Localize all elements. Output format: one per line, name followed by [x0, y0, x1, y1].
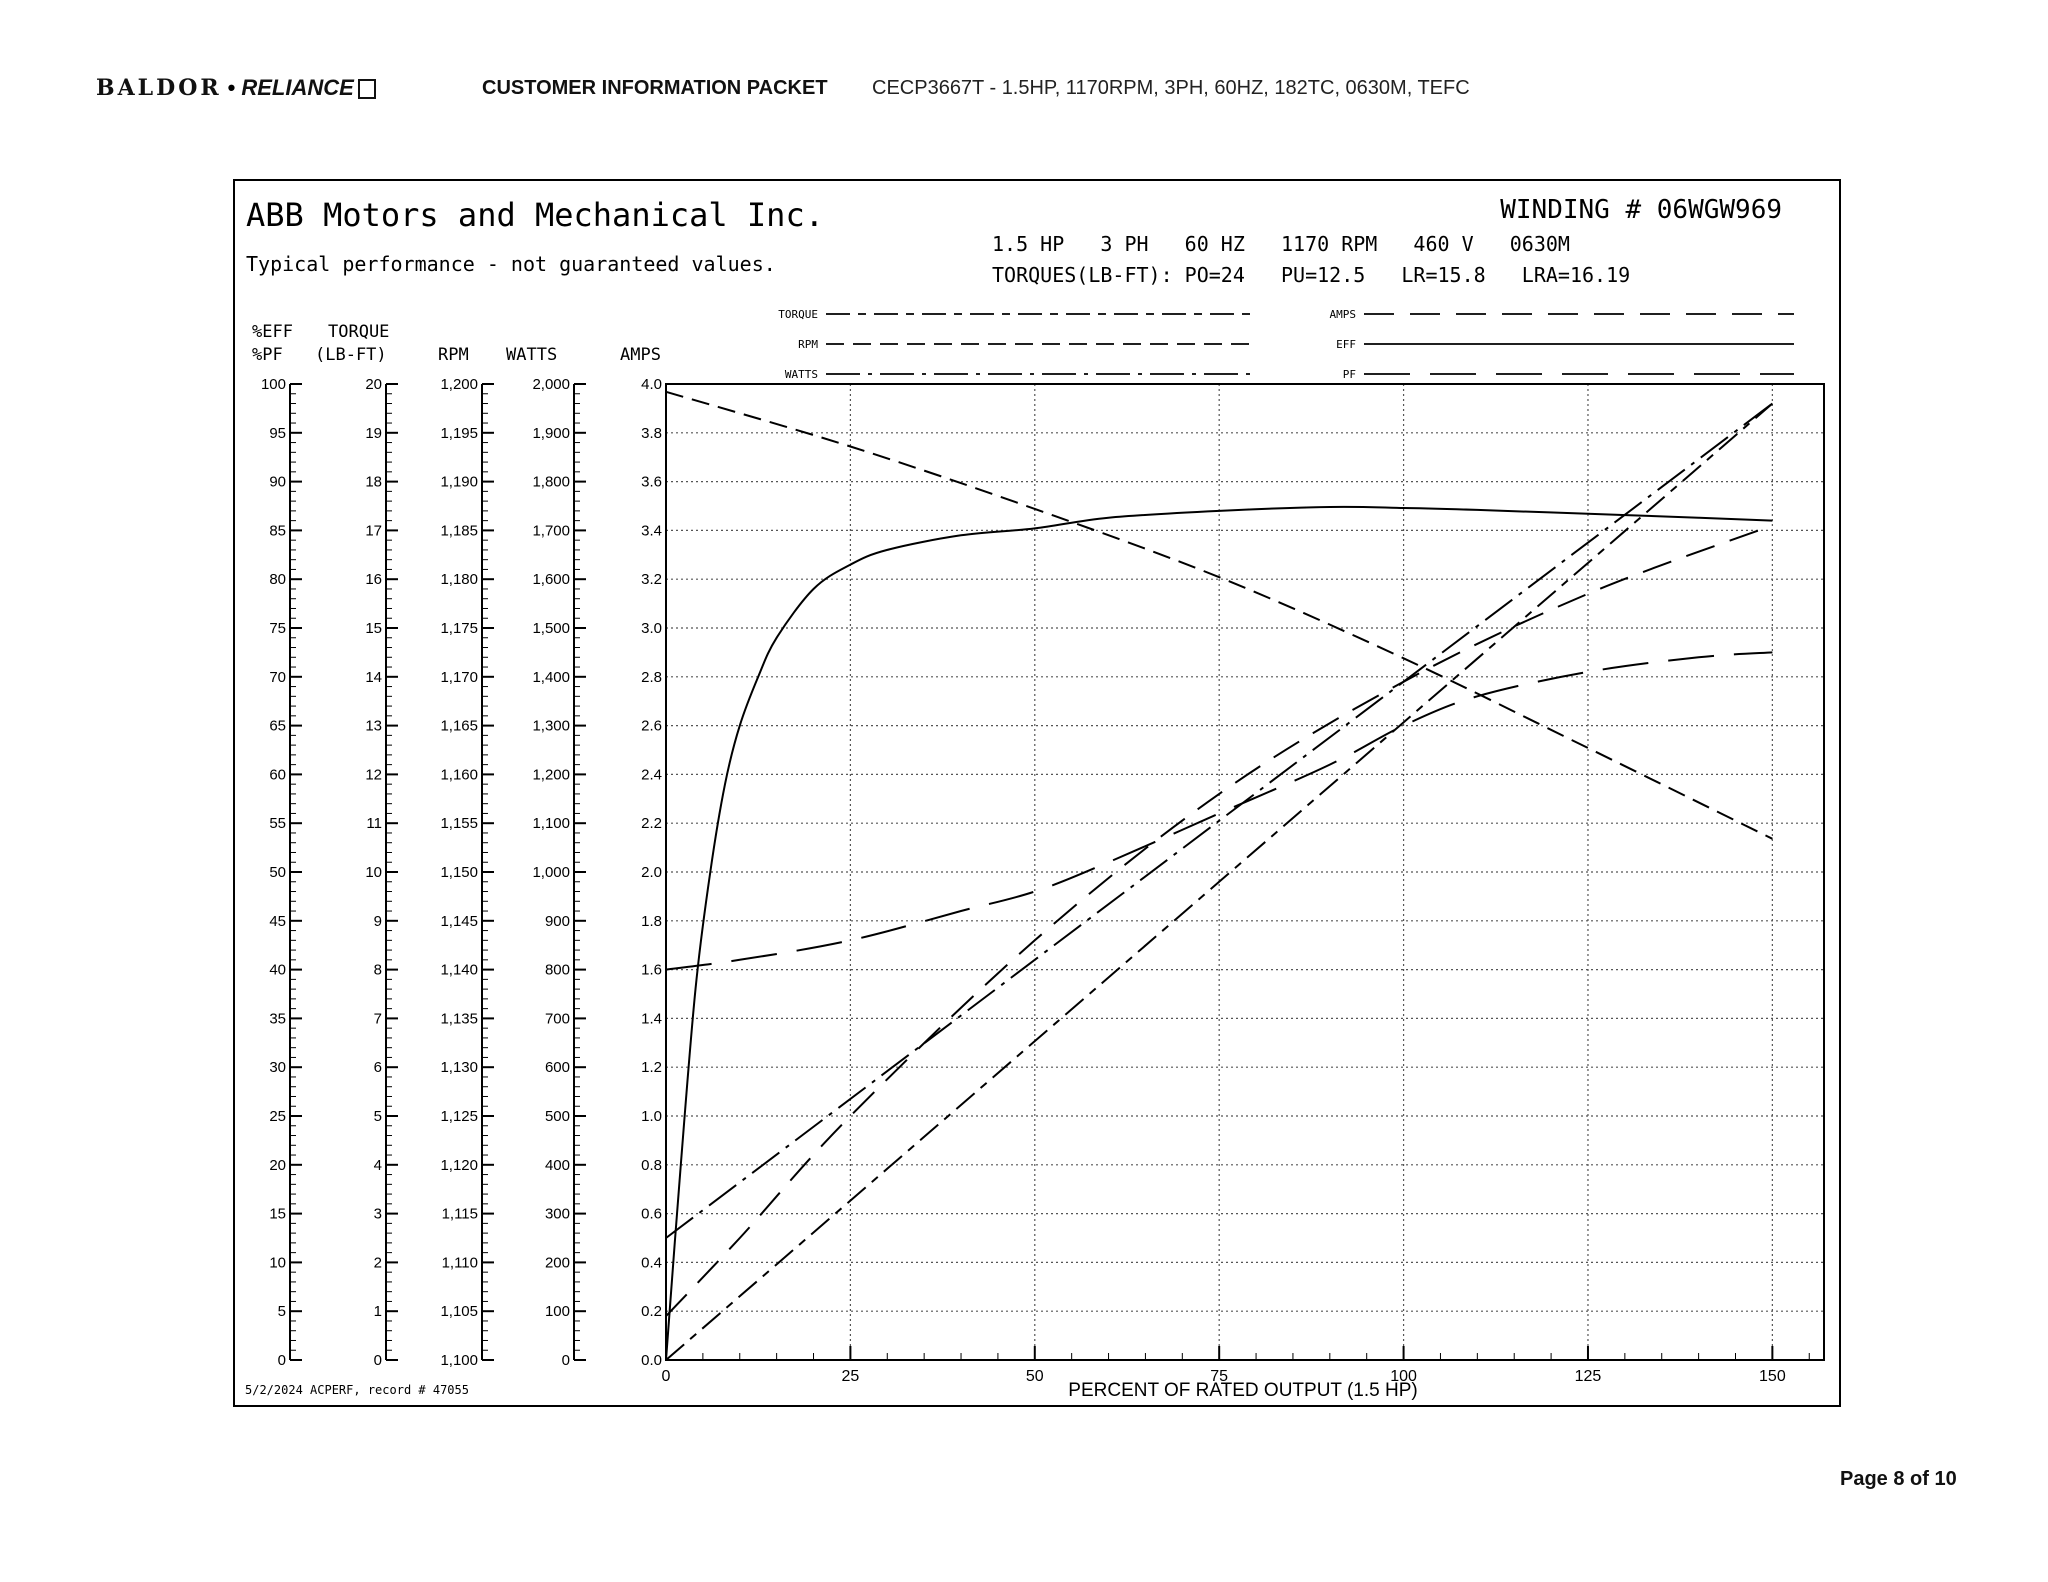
y-tick-label: 1,100 [440, 1352, 478, 1369]
amps-header: AMPS [620, 345, 661, 365]
y-tick-label: 13 [365, 717, 382, 735]
y-tick-label: 200 [544, 1254, 570, 1272]
page-number: Page 8 of 10 [1840, 1468, 1957, 1490]
y-tick-label: 500 [544, 1108, 570, 1125]
y-tick-label: 11 [366, 815, 382, 833]
y-tick-label: 800 [544, 961, 570, 979]
y-tick-label: 3.2 [641, 571, 662, 589]
y-tick-label: 1.8 [641, 912, 662, 930]
y-tick-label: 1,105 [440, 1303, 478, 1321]
y-tick-label: 10 [269, 1254, 286, 1272]
y-tick-label: 14 [365, 668, 382, 686]
y-tick-label: 17 [365, 522, 382, 540]
y-tick-label: 1,800 [532, 473, 570, 491]
legend-label: EFF [1336, 338, 1356, 351]
y-tick-label: 65 [269, 717, 286, 735]
y-tick-label: 0 [277, 1352, 286, 1369]
legend-label: WATTS [784, 368, 818, 381]
y-tick-label: 1,115 [441, 1205, 478, 1223]
y-tick-label: 50 [269, 864, 286, 881]
y-tick-label: 1,120 [440, 1156, 478, 1174]
y-tick-label: 1,110 [441, 1254, 478, 1272]
model-line: CECP3667T - 1.5HP, 1170RPM, 3PH, 60HZ, 182TC, 0630M, TEFC [872, 77, 1470, 99]
y-tick-label: 0.4 [641, 1254, 662, 1272]
y-tick-label: 2 [373, 1254, 382, 1272]
y-tick-label: 1,130 [440, 1059, 478, 1077]
y-tick-label: 2.2 [641, 815, 662, 833]
y-tick-label: 16 [365, 571, 382, 589]
y-tick-label: 1,160 [440, 766, 478, 784]
y-tick-label: 9 [373, 912, 382, 930]
legend-label: AMPS [1329, 308, 1356, 321]
y-tick-label: 8 [373, 961, 382, 979]
y-tick-label: 2.8 [641, 668, 662, 686]
y-tick-label: 6 [373, 1059, 382, 1077]
y-tick-label: 5 [373, 1108, 382, 1125]
y-tick-label: 1.0 [641, 1108, 662, 1125]
x-tick-label: 100 [1390, 1368, 1417, 1385]
y-tick-label: 3 [373, 1205, 382, 1223]
y-tick-label: 2.4 [641, 766, 662, 784]
y-tick-label: 0.8 [641, 1156, 662, 1174]
brand-left: BALDOR [96, 75, 222, 101]
y-tick-label: 35 [269, 1010, 286, 1028]
y-tick-label: 25 [269, 1108, 286, 1125]
y-tick-label: 1,170 [440, 668, 478, 686]
plot-area [666, 384, 1824, 1360]
y-tick-label: 1,200 [532, 766, 570, 784]
y-tick-label: 15 [269, 1205, 286, 1223]
y-tick-label: 85 [269, 522, 286, 540]
y-tick-label: 1,700 [532, 522, 570, 540]
y-tick-label: 1 [373, 1303, 382, 1321]
legend-label: RPM [798, 338, 818, 351]
y-tick-label: 3.4 [641, 522, 662, 540]
y-tick-label: 60 [269, 766, 286, 784]
y-tick-label: 900 [544, 912, 570, 930]
y-tick-label: 20 [365, 376, 382, 393]
y-tick-label: 1,500 [532, 620, 570, 637]
y-tick-label: 3.8 [641, 424, 662, 442]
series-torque-line [666, 404, 1772, 1361]
legend [778, 308, 1794, 381]
y-tick-label: 2.0 [641, 864, 662, 881]
y-tick-label: 1,195 [440, 424, 478, 442]
legend-label: TORQUE [778, 308, 818, 321]
y-tick-label: 1,165 [440, 717, 478, 735]
y-tick-label: 40 [269, 961, 286, 979]
y-tick-label: 2,000 [532, 376, 570, 393]
y-tick-label: 1,200 [440, 376, 478, 393]
torque-unit-header: (LB-FT) [315, 345, 387, 365]
y-tick-label: 1,125 [440, 1108, 478, 1125]
legend-label: PF [1342, 368, 1356, 381]
x-tick-label: 75 [1210, 1368, 1229, 1385]
y-tick-label: 1,180 [440, 571, 478, 589]
x-axis-label: PERCENT OF RATED OUTPUT (1.5 HP) [1068, 1380, 1418, 1401]
y-tick-label: 1,140 [440, 961, 478, 979]
y-tick-label: 12 [365, 766, 382, 784]
y-tick-label: 30 [269, 1059, 286, 1077]
y-tick-label: 0 [561, 1352, 570, 1369]
y-tick-label: 1,150 [440, 864, 478, 881]
y-tick-label: 1.2 [641, 1059, 662, 1077]
y-tick-label: 1.4 [641, 1010, 662, 1028]
y-tick-label: 1,000 [532, 864, 570, 881]
y-tick-label: 4.0 [641, 376, 662, 393]
y-tick-label: 1,155 [440, 815, 478, 833]
brand-separator: • [227, 75, 236, 100]
x-tick-label: 25 [841, 1368, 860, 1385]
y-tick-label: 90 [269, 473, 286, 491]
y-tick-label: 1,100 [532, 815, 570, 833]
y-tick-label: 1,900 [532, 424, 570, 442]
x-tick-label: 0 [661, 1368, 671, 1385]
y-tick-label: 18 [365, 473, 382, 491]
y-tick-label: 75 [269, 620, 286, 637]
y-tick-label: 1,600 [532, 571, 570, 589]
eff-header: %EFF [252, 322, 293, 342]
y-tick-label: 400 [544, 1156, 570, 1174]
y-tick-label: 5 [277, 1303, 286, 1321]
grid [666, 384, 1824, 1360]
chart-title: ABB Motors and Mechanical Inc. [246, 196, 824, 234]
y-tick-label: 100 [260, 376, 286, 393]
torque-header: TORQUE [328, 322, 390, 342]
y-tick-label: 1,190 [440, 473, 478, 491]
y-tick-label: 0 [373, 1352, 382, 1369]
y-tick-label: 20 [269, 1156, 286, 1174]
torques-line: TORQUES(LB-FT): PO=24 PU=12.5 LR=15.8 LRA=16.19 [992, 263, 1631, 287]
y-tick-label: 300 [544, 1205, 570, 1223]
y-tick-label: 0.6 [641, 1205, 662, 1223]
winding-label: WINDING # 06WGW969 [1500, 195, 1782, 225]
y-axes [261, 376, 666, 1369]
y-tick-label: 1,175 [440, 620, 478, 637]
y-tick-label: 45 [269, 912, 286, 930]
spec-line: 1.5 HP 3 PH 60 HZ 1170 RPM 460 V 0630M [992, 232, 1570, 256]
y-tick-label: 100 [544, 1303, 570, 1321]
y-tick-label: 3.6 [641, 473, 662, 491]
watts-header: WATTS [506, 345, 558, 365]
record-label: 5/2/2024 ACPERF, record # 47055 [245, 1383, 469, 1397]
y-tick-label: 0.2 [641, 1303, 662, 1321]
brand-right: RELIANCE [241, 75, 354, 100]
y-tick-label: 95 [269, 424, 286, 442]
y-tick-label: 55 [269, 815, 286, 833]
y-tick-label: 1.6 [641, 961, 662, 979]
chart-subtitle: Typical performance - not guaranteed values. [246, 252, 776, 276]
y-tick-label: 4 [373, 1156, 382, 1174]
packet-title: CUSTOMER INFORMATION PACKET [482, 77, 828, 99]
y-tick-label: 1,300 [532, 717, 570, 735]
y-tick-label: 1,185 [440, 522, 478, 540]
pf-header: %PF [252, 345, 283, 365]
series-watts-line [666, 404, 1772, 1239]
y-tick-label: 1,400 [532, 668, 570, 686]
y-tick-label: 70 [269, 668, 286, 686]
y-tick-label: 3.0 [641, 620, 662, 637]
y-tick-label: 15 [365, 620, 382, 637]
y-tick-label: 1,135 [440, 1010, 478, 1028]
x-tick-label: 150 [1759, 1368, 1786, 1385]
x-tick-label: 50 [1025, 1368, 1044, 1385]
y-tick-label: 600 [544, 1059, 570, 1077]
y-tick-label: 0.0 [641, 1352, 662, 1369]
y-tick-label: 7 [373, 1010, 382, 1028]
y-tick-label: 700 [544, 1010, 570, 1028]
x-tick-label: 125 [1574, 1368, 1602, 1385]
y-tick-label: 19 [365, 424, 382, 442]
rpm-header: RPM [438, 345, 469, 365]
y-tick-label: 80 [269, 571, 286, 589]
y-tick-label: 1,145 [440, 912, 478, 930]
y-tick-label: 10 [365, 864, 382, 881]
y-tick-label: 2.6 [641, 717, 662, 735]
